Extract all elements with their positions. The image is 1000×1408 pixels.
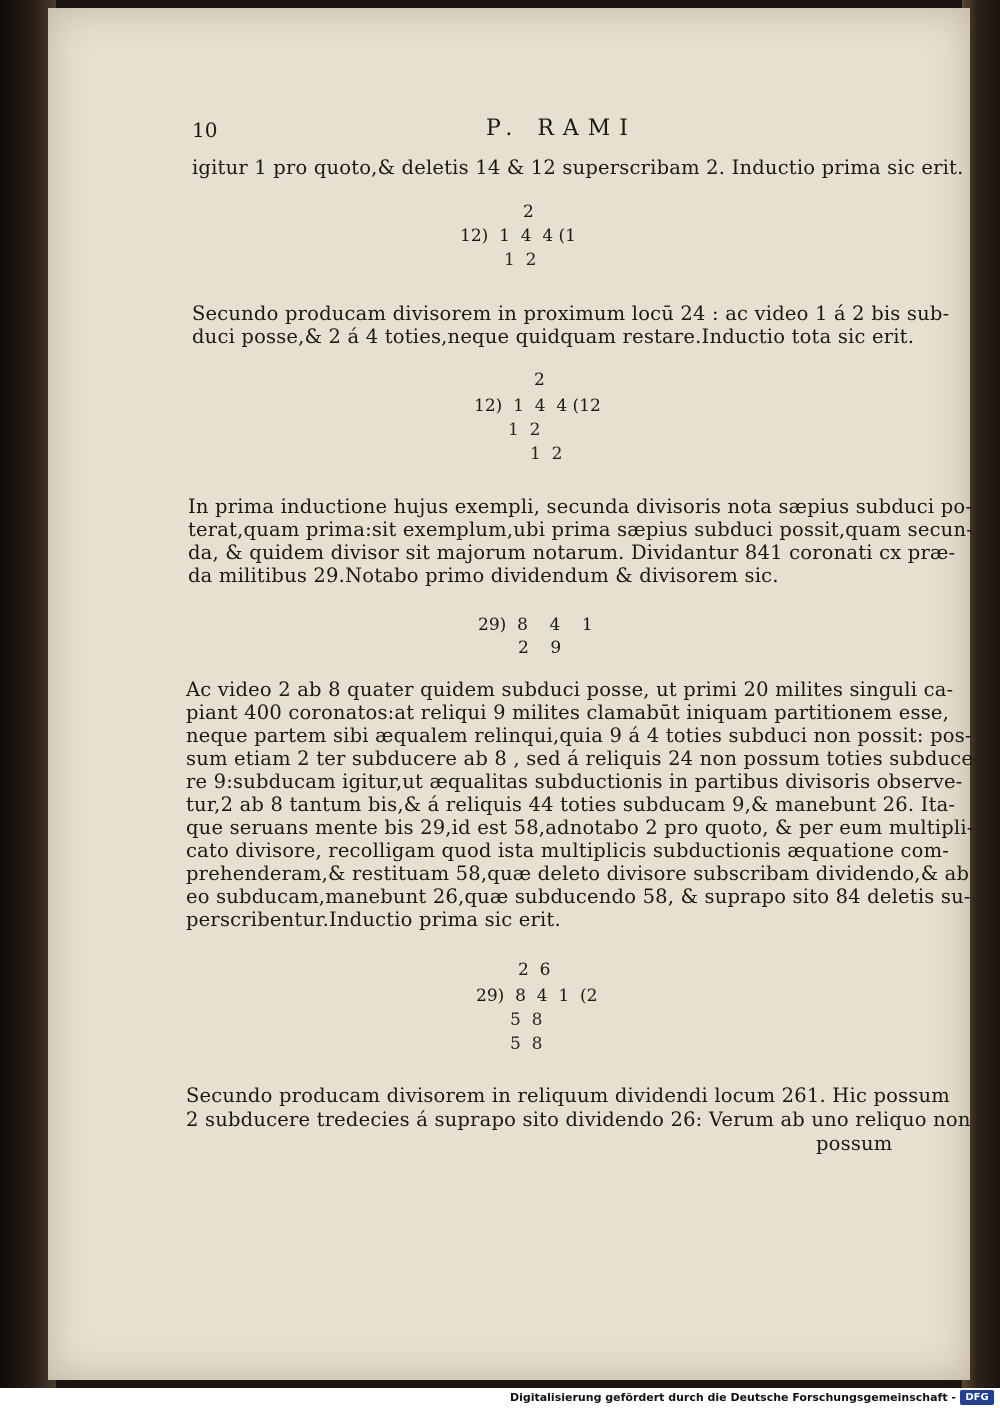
text-line: Ac video 2 ab 8 quater quidem subduci posse, ut primi 20 milites singuli ca-	[186, 678, 954, 701]
text-line: Secundo producam divisorem in reliquum dividendi locum 261. Hic possum	[186, 1084, 950, 1107]
text-line: 2 subducere tredecies á suprapo sito dividendo 26: Verum ab uno reliquo non	[186, 1108, 971, 1131]
text-line: da, & quidem divisor sit majorum notarum. Dividantur 841 coronati cx præ-	[188, 541, 956, 564]
division-line: 12) 1 4 4 (12	[474, 396, 601, 416]
dfg-logo: DFG	[960, 1390, 994, 1405]
division-divisor: 2 9	[518, 638, 562, 658]
text-line: prehenderam,& restituam 58,quæ deleto divisore subscribam dividendo,& ab	[186, 862, 970, 885]
text-line: perscribentur.Inductio prima sic erit.	[186, 908, 561, 931]
text-line: da militibus 29.Notabo primo dividendum & divisorem sic.	[188, 564, 779, 587]
text-line: duci posse,& 2 á 4 toties,neque quidquam restare.Inductio tota sic erit.	[192, 325, 915, 348]
division-quotient: 2	[523, 202, 534, 222]
division-quotient: 2	[534, 370, 545, 390]
page-number: 10	[192, 118, 218, 142]
text-line: que seruans mente bis 29,id est 58,adnotabo 2 pro quoto, & per eum multipli-	[186, 816, 974, 839]
text-line: tur,2 ab 8 tantum bis,& á reliquis 44 toties subducam 9,& manebunt 26. Ita-	[186, 793, 956, 816]
text-line: cato divisore, recolligam quod ista multiplicis subductionis æquatione com-	[186, 839, 950, 862]
division-subtrahend: 1 2	[508, 420, 541, 440]
text-line: possum	[816, 1132, 893, 1155]
text-line: neque partem sibi æqualem relinqui,quia 9 á 4 toties subduci non possit: pos-	[186, 724, 972, 747]
running-head: P. RAMI	[486, 116, 637, 141]
footer-bar	[0, 1388, 1000, 1408]
division-line: 29) 8 4 1	[478, 615, 593, 635]
division-quotient: 2 6	[518, 960, 551, 980]
division-subtrahend: 5 8	[510, 1034, 543, 1054]
division-line: 12) 1 4 4 (1	[460, 226, 576, 246]
division-subtrahend: 1 2	[530, 444, 563, 464]
text-line: In prima inductione hujus exempli, secunda divisoris nota sæpius subduci po-	[188, 495, 973, 518]
text-line: sum etiam 2 ter subducere ab 8 , sed á reliquis 24 non possum toties subduce-	[186, 747, 980, 770]
division-subtrahend: 5 8	[510, 1010, 543, 1030]
text-line: eo subducam,manebunt 26,quæ subducendo 58, & suprapo sito 84 deletis su-	[186, 885, 971, 908]
text-line: Secundo producam divisorem in proximum locū 24 : ac video 1 á 2 bis sub-	[192, 302, 950, 325]
funding-notice: Digitalisierung gefördert durch die Deutsche Forschungsgemeinschaft -	[509, 1391, 956, 1404]
division-line: 29) 8 4 1 (2	[476, 986, 598, 1006]
text-line: piant 400 coronatos:at reliqui 9 milites clamabūt iniquam partitionem esse,	[186, 701, 950, 724]
division-subtrahend: 1 2	[504, 250, 537, 270]
text-line: terat,quam prima:sit exemplum,ubi prima sæpius subduci possit,quam secun-	[188, 518, 973, 541]
text-line: re 9:subducam igitur,ut æqualitas subductionis in partibus divisoris observe-	[186, 770, 963, 793]
text-line: igitur 1 pro quoto,& deletis 14 & 12 superscribam 2. Inductio prima sic erit.	[192, 156, 964, 179]
